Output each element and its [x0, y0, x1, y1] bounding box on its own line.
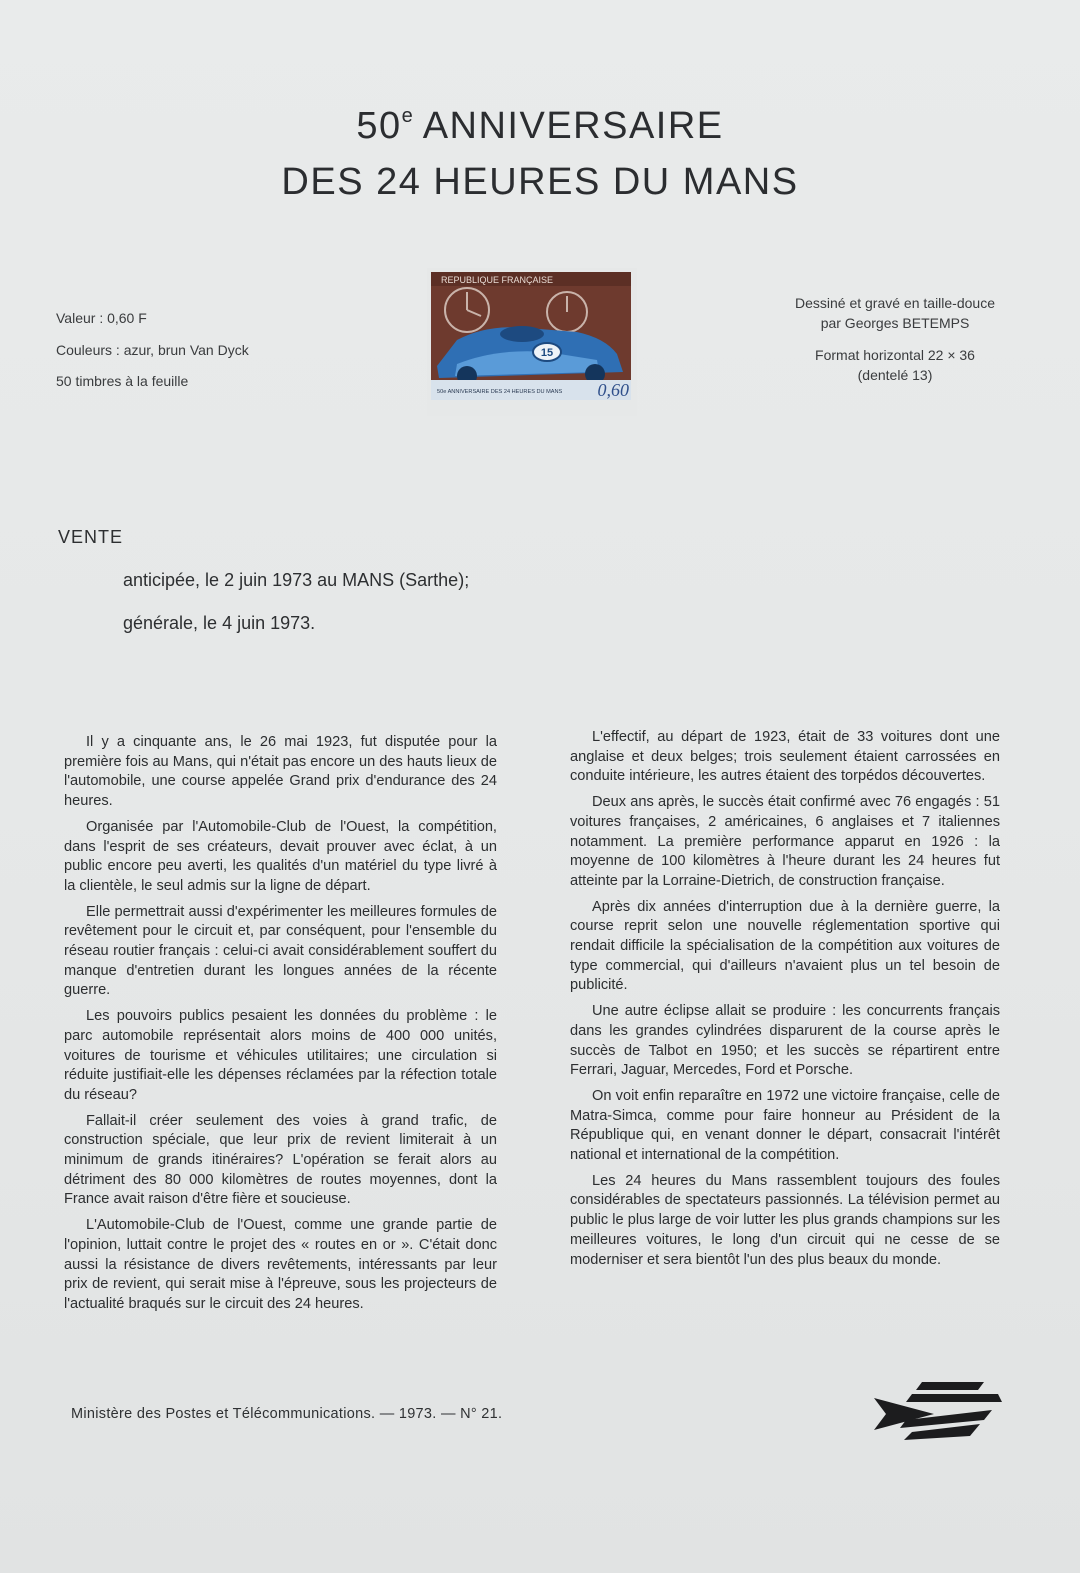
paragraph: Après dix années d'interruption due à la dernière guerre, la course reprit selon une nouvelle réglementation sportive qui rendait difficile la spécialisation de la compétition aux voitures de type commercial, qui d'ailleurs n'avaient plus un tel besoin de publicité.	[570, 898, 1000, 994]
paragraph: Deux ans après, le succès était confirmé avec 76 engagés : 51 voitures françaises, 2 américaines, 6 anglaises et 7 italiennes notamment. La première performance apparut en 1926 : la moyenne de 100 kilomètres à l'heure durant les 24 heures fut atteinte par la Lorraine-Dietrich, de construction française.	[570, 794, 1000, 889]
paragraph: Une autre éclipse allait se produire : les concurrents français dans les grandes cylindrées disparurent de la course après le succès de Talbot en 1950; et les succès se répartirent entre Ferrari, Jaguar, Mercedes, Ford et Porsche.	[570, 1003, 1000, 1079]
stamp-image	[427, 268, 637, 416]
la-poste-bird-logo-icon	[872, 1380, 1004, 1442]
paragraph: L'effectif, au départ de 1923, était de 33 voitures dont une anglaise et deux belges; trois seulement étaient carrossées en conduite intérieure, les autres étaient des torpédos découvertes.	[570, 729, 1000, 785]
paragraph: L'Automobile-Club de l'Ouest, comme une grande partie de l'opinion, luttait contre le projet des « routes en or ». C'était donc aussi la résistance de divers revêtements, intéressants par leur prix de revient, qui serait mise à l'épreuve, sous les projecteurs de l'actualité braqués sur le circuit des 24 heures.	[64, 1217, 497, 1312]
paragraph: Fallait-il créer seulement des voies à grand trafic, de construction spéciale, que leur prix de revient limiterait à un minimum de grands itinéraires? L'opération se ferait alors au détriment des 80 000 kilomètres de routes moyennes, dont la France avait raison d'être fière et soucieuse.	[64, 1112, 497, 1208]
paragraph: Organisée par l'Automobile-Club de l'Ouest, la compétition, dans l'esprit de ses créateurs, devait prouver avec éclat, à un public encore peu averti, les qualités d'un matériel du type livré à la clientèle, le seul admis sur la ligne de départ.	[64, 818, 497, 894]
sale-heading: VENTE	[58, 527, 124, 547]
stamp-specs-right	[770, 293, 1020, 385]
footer-text: Ministère des Postes et Télécommunications. — 1973. — N° 21.	[71, 1406, 503, 1422]
colors-text: Couleurs : azur, brun Van Dyck	[56, 341, 249, 358]
value-text: Valeur : 0,60 F	[56, 310, 147, 326]
left-text-column	[64, 733, 497, 1321]
page-title	[0, 88, 1080, 210]
format-line-2: (dentelé 13)	[857, 367, 933, 383]
stamp-value: 0,60	[597, 380, 629, 400]
car-number: 15	[540, 347, 554, 359]
paragraph: On voit enfin reparaître en 1972 une victoire française, celle de Matra-Simca, comme pour faire honneur au Président de la République qui, en venant donner le départ, consacrait l'intérêt national et international de la compétition.	[570, 1087, 1000, 1164]
stamp-specs-left	[56, 303, 249, 398]
designer-line-1: Dessiné et gravé en taille-douce	[794, 295, 995, 311]
sheet-count-text: 50 timbres à la feuille	[56, 373, 189, 389]
sale-line-general: générale, le 4 juin 1973.	[123, 613, 316, 633]
sale-line-anticipated: anticipée, le 2 juin 1973 au MANS (Sarthe);	[123, 570, 470, 590]
paragraph: Elle permettrait aussi d'expérimenter les meilleures formules de revêtement pour le circuit et, par conséquent, pour l'ensemble du réseau routier français : celui-ci avait considérablement souffert du manque d'entretien durant les longues années de la récente guerre.	[64, 903, 497, 999]
title-line-2: DES 24 HEURES DU MANS	[281, 161, 799, 203]
paragraph: Il y a cinquante ans, le 26 mai 1923, fut disputée pour la première fois au Mans, qui n'était pas encore un des hauts lieux de l'automobile, une course appelée Grand prix d'endurance des 24 heures.	[64, 734, 497, 810]
stamp-caption: 50e ANNIVERSAIRE DES 24 HEURES DU MANS	[437, 389, 563, 395]
title-line-1: 50e ANNIVERSAIRE	[356, 105, 724, 147]
format-line-1: Format horizontal 22 × 36	[815, 347, 975, 363]
paragraph: Les 24 heures du Mans rassemblent toujours des foules considérables de spectateurs passionnés. La télévision permet au public le plus large de voir lutter les plus grands champions sur les meilleures voitures, le long d'un circuit qui ne cesse de se moderniser et sera bientôt l'un des plus beaux du monde.	[570, 1172, 1000, 1268]
right-text-column	[570, 728, 1000, 1276]
designer-line-2: par Georges BETEMPS	[820, 315, 970, 331]
stamp-country-text: REPUBLIQUE FRANÇAISE	[441, 275, 554, 285]
paragraph: Les pouvoirs publics pesaient les données du problème : le parc automobile représentait alors moins de 400 000 unités, voitures de tourisme et véhicules utilitaires; une circulation si réduite justifiait-elle les dépenses réclamées par la réfection totale du réseau?	[64, 1008, 497, 1103]
